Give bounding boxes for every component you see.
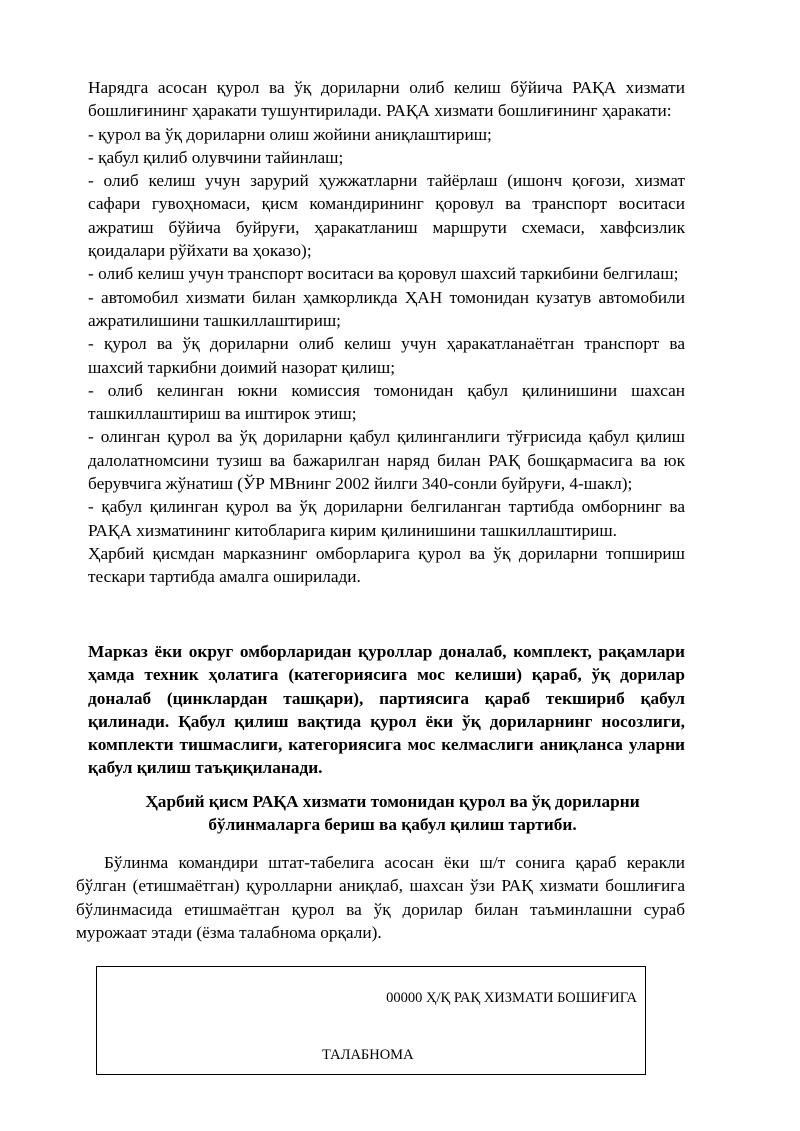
list-item: - олиб келинган юкни комиссия томонидан қабул қилинишини шахсан ташкиллаштириш ва иштирок этиш;	[88, 380, 685, 424]
list-item: - олинган қурол ва ўқ дориларни қабул қилинганлиги тўғрисида қабул қилиш далолатномсини тузиш ва бажарилган наряд билан РАҚ бошқармасига ва юк берувчига жўнатиш (ЎР МВнинг 2002 йилги 340-сонли буйруғи, 4-шакл);	[88, 427, 685, 494]
list-item: - автомобил хизмати билан ҳамкорликда ҲАН томонидан кузатув автомобили ажратилишини ташкиллаштириш;	[88, 287, 685, 330]
list-item: - қабул қилинган қурол ва ўқ дориларни белгиланган тартибда омборнинг ва РАҚА хизматининг китобларига кирим қилинишини ташкиллаштириш.	[88, 497, 685, 540]
requisition-form-box	[96, 966, 646, 1075]
list-item: - қурол ва ўқ дориларни олиб келиш учун ҳаракатланаётган транспорт ва шахсий таркибни доимий назорат қилиш;	[88, 334, 685, 377]
paragraph-closing: Ҳарбий қисмдан марказнинг омборларига қурол ва ўқ дориларни топшириш тескари тартибда амалга оширилади.	[88, 543, 685, 587]
bold-paragraph: Марказ ёки округ омборларидан қуроллар доналаб, комплект, рақамлари ҳамда техник ҳолатига (категориясига мос келиши) қараб, ўқ дорилар доналаб (цинклардан ташқари), партиясига қараб текшириб қабул қилинади. Қабул қилиш вақтида қурол ёки ўқ дориларнинг носозлиги, комплекти тишмаслиги, категориясига мос келмаслиги аниқланса уларни қабул қилиш таъқиқиланади.	[88, 642, 685, 778]
list-item: - олиб келиш учун транспорт воситаси ва қоровул шахсий таркибини белгилаш;	[88, 264, 679, 284]
list-item: - қабул қилиб олувчини тайинлаш;	[88, 147, 344, 167]
list-item: - қурол ва ўқ дориларни олиш жойини аниқлаштириш;	[88, 124, 492, 144]
form-addressee: 00000 Ҳ/Қ РАҚ ХИЗМАТИ БОШИҒИГА	[386, 990, 637, 1006]
list-item: - олиб келиш учун зарурий ҳужжатларни тайёрлаш (ишонч қоғози, хизмат сафари гувоҳномаси, қисм командирининг қоровул ва транспорт воситаси ажратиш бўйича буйруғи, ҳаракатланиш маршрути схемаси, хавфсизлик қоидалари рўйхати ва ҳоказо);	[88, 171, 685, 261]
paragraph-requisition: Бўлинма командири штат-табелига асосан ёки ш/т сонига қараб керакли бўлган (етишмаётган) қуролларни аниқлаб, шахсан ўзи РАҚ хизмати бошлиғига бўлинмасида етишмаётган қурол ва ўқ дорилар билан таъминлашни сураб мурожаат этади (ёзма талабнома орқали).	[76, 853, 685, 942]
form-title: ТАЛАБНОМА	[322, 1047, 414, 1063]
procedure-text-block	[88, 76, 685, 589]
section-heading: Ҳарбий қисм РАҚА хизмати томонидан қурол ва ўқ дориларни бўлинмаларга бериш ва қабул қилиш тартиби.	[145, 792, 640, 835]
paragraph-intro: Нарядга асосан қурол ва ўқ дориларни олиб келиш бўйича РАҚА хизмати бошлиғининг ҳаракати тушунтирилади. РАҚА хизмати бошлиғининг ҳаракати:	[88, 78, 685, 121]
